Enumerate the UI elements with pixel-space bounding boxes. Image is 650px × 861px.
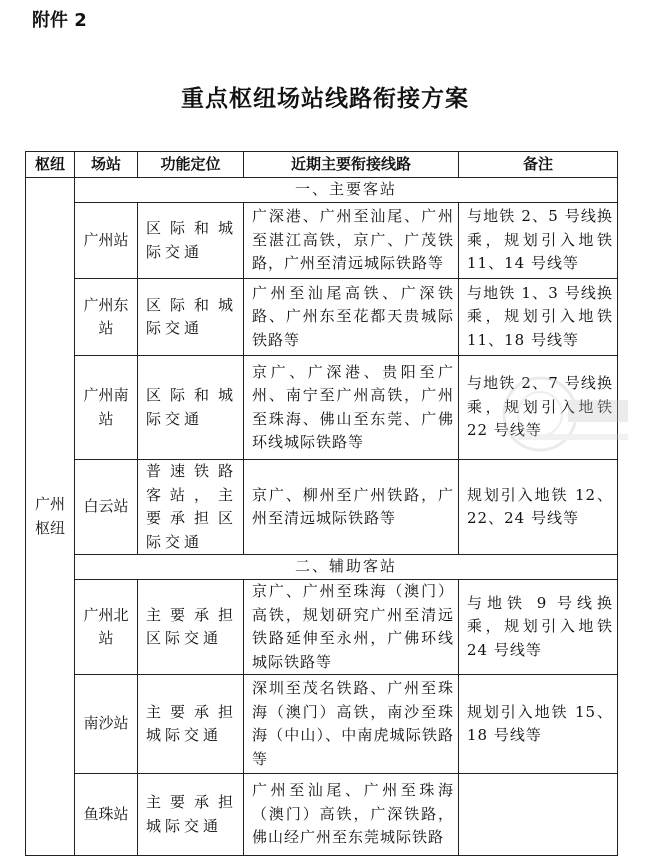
- station-cell: 白云站: [75, 460, 138, 555]
- table-row: [26, 356, 618, 460]
- function-cell: 主要承担城际交通: [138, 774, 244, 856]
- section-title: 二、辅助客站: [75, 555, 618, 580]
- station-cell: 南沙站: [75, 675, 138, 774]
- table-row: [26, 203, 618, 279]
- station-cell: 广州南站: [75, 356, 138, 460]
- page-title: 重点枢纽场站线路衔接方案: [181, 86, 469, 112]
- table-row: [26, 580, 618, 675]
- connection-table: [25, 151, 618, 856]
- function-cell: 区际和城际交通: [138, 279, 244, 356]
- station-cell: 广州站: [75, 203, 138, 279]
- hub-cell: [26, 178, 75, 856]
- header-hub: 枢纽: [26, 152, 75, 178]
- table-row: [26, 675, 618, 774]
- table-row: [26, 279, 618, 356]
- station-cell: 广州东站: [75, 279, 138, 356]
- function-cell: 区际和城际交通: [138, 356, 244, 460]
- lines-cell: 广州至汕尾、广州至珠海（澳门）高铁，广深铁路，佛山经广州至东莞城际铁路: [244, 774, 459, 856]
- attachment-label: 附件 2: [32, 10, 87, 31]
- table-row: [26, 774, 618, 856]
- function-cell: 主要承担城际交通: [138, 675, 244, 774]
- lines-cell: 京广、柳州至广州铁路，广州至清远城际铁路等: [244, 460, 459, 555]
- note-cell: [459, 774, 618, 856]
- lines-cell: 广州至汕尾高铁、广深铁路、广州东至花都天贵城际铁路等: [244, 279, 459, 356]
- lines-cell: 深圳至茂名铁路、广州至珠海（澳门）高铁，南沙至珠海（中山）、中南虎城际铁路等: [244, 675, 459, 774]
- note-cell: 与地铁 9 号线换乘，规划引入地铁 24 号线等: [459, 580, 618, 675]
- table-header-row: [26, 152, 618, 178]
- function-cell: 主要承担区际交通: [138, 580, 244, 675]
- header-lines: 近期主要衔接线路: [244, 152, 459, 178]
- station-cell: 广州北站: [75, 580, 138, 675]
- table-row: [26, 460, 618, 555]
- function-cell: 普速铁路客站，主要承担区际交通: [138, 460, 244, 555]
- note-cell: 与地铁 2、7 号线换乘，规划引入地铁 22 号线等: [459, 356, 618, 460]
- hub-name: 广州枢纽: [34, 495, 65, 537]
- function-cell: 区际和城际交通: [138, 203, 244, 279]
- lines-cell: 京广、广州至珠海（澳门）高铁，规划研究广州至清远铁路延伸至永州，广佛环线城际铁路等: [244, 580, 459, 675]
- section-row: [26, 555, 618, 580]
- station-cell: 鱼珠站: [75, 774, 138, 856]
- note-cell: 规划引入地铁 12、22、24 号线等: [459, 460, 618, 555]
- section-row: [26, 178, 618, 203]
- header-function: 功能定位: [138, 152, 244, 178]
- header-note: 备注: [459, 152, 618, 178]
- section-title: 一、主要客站: [75, 178, 618, 203]
- note-cell: 规划引入地铁 15、18 号线等: [459, 675, 618, 774]
- note-cell: 与地铁 1、3 号线换乘，规划引入地铁 11、18 号线等: [459, 279, 618, 356]
- lines-cell: 京广、广深港、贵阳至广州、南宁至广州高铁，广州至珠海、佛山至东莞、广佛环线城际铁路等: [244, 356, 459, 460]
- header-station: 场站: [75, 152, 138, 178]
- note-cell: 与地铁 2、5 号线换乘，规划引入地铁 11、14 号线等: [459, 203, 618, 279]
- lines-cell: 广深港、广州至汕尾、广州至湛江高铁，京广、广茂铁路，广州至清远城际铁路等: [244, 203, 459, 279]
